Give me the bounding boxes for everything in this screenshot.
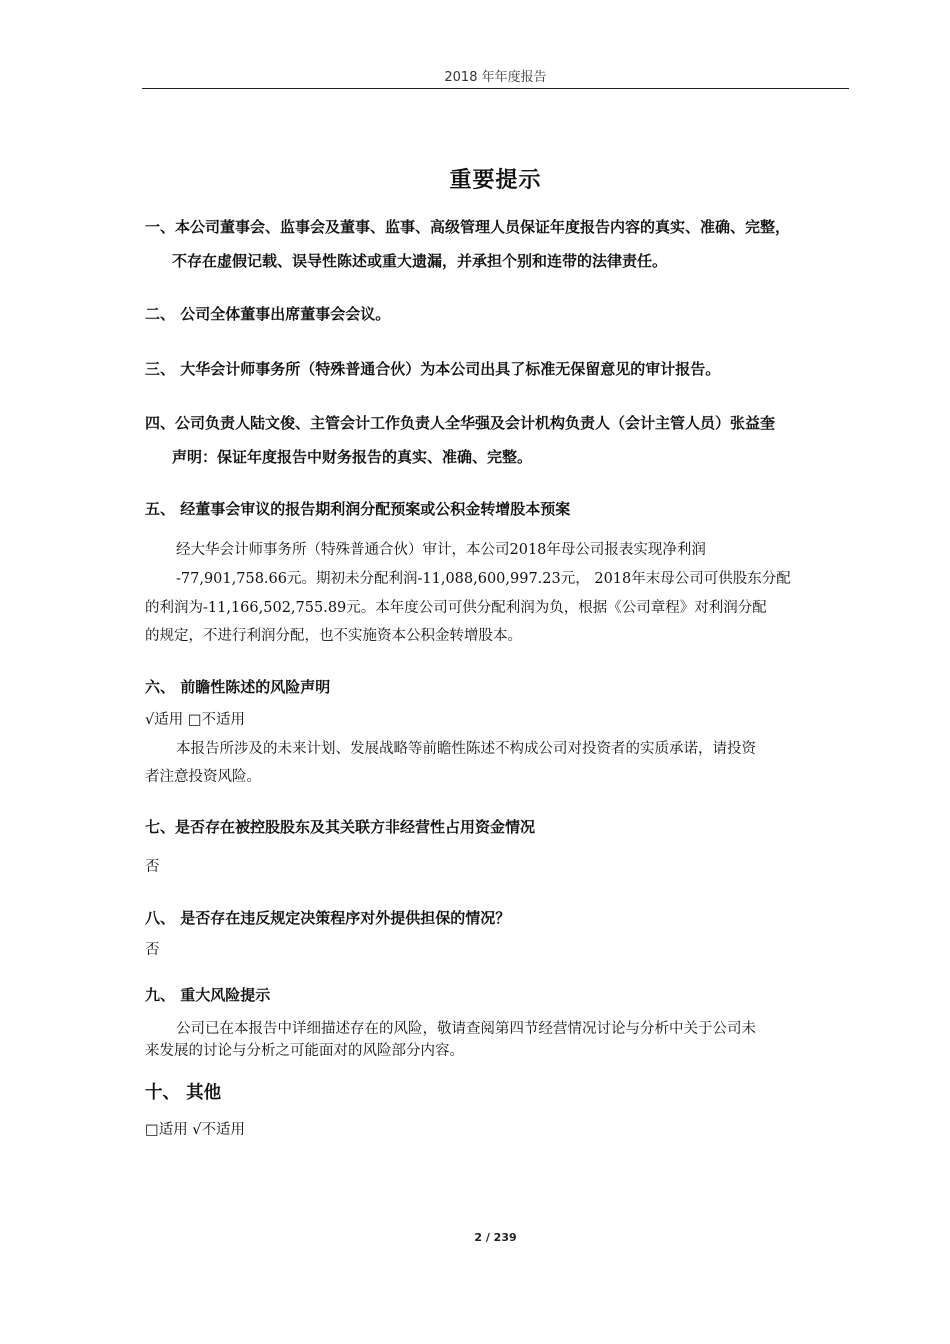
section-6-body-2: 者注意投资风险。 — [145, 769, 261, 785]
section-5-body-1: 经大华会计师事务所（特殊普通合伙）审计，本公司2018年母公司报表实现净利润 — [176, 542, 706, 558]
section-8-answer: 否 — [145, 942, 160, 958]
section-8-heading: 八、 是否存在违反规定决策程序对外提供担保的情况？ — [145, 909, 511, 927]
page-number: 2 / 239 — [474, 1231, 517, 1244]
section-3-line-1: 三、 大华会计师事务所（特殊普通合伙）为本公司出具了标准无保留意见的审计报告。 — [145, 360, 721, 378]
section-7-answer: 否 — [145, 859, 160, 875]
section-6-applicability: √适用 □不适用 — [145, 712, 246, 728]
section-1-line-2: 不存在虚假记载、误导性陈述或重大遗漏，并承担个别和连带的法律责任。 — [172, 252, 668, 270]
section-5-body-4: 的规定，不进行利润分配，也不实施资本公积金转增股本。 — [145, 628, 522, 644]
section-5-heading: 五、 经董事会审议的报告期利润分配预案或公积金转增股本预案 — [145, 500, 571, 518]
section-9-heading: 九、 重大风险提示 — [145, 986, 271, 1004]
section-5-body-2: -77,901,758.66元。期初未分配利润-11,088,600,997.23元， 2018年末母公司可供股东分配 — [176, 571, 791, 587]
section-1-line-1: 一、本公司董事会、监事会及董事、监事、高级管理人员保证年度报告内容的真实、准确、完整， — [145, 218, 791, 236]
header-rule — [142, 88, 849, 89]
section-4-line-1: 四、公司负责人陆文俊、主管会计工作负责人全华强及会计机构负责人（会计主管人员）张益奎 — [145, 414, 776, 432]
section-6-body-1: 本报告所涉及的未来计划、发展战略等前瞻性陈述不构成公司对投资者的实质承诺，请投资 — [176, 741, 756, 757]
section-4-line-2: 声明：保证年度报告中财务报告的真实、准确、完整。 — [172, 448, 533, 466]
running-header: 2018 年年度报告 — [444, 70, 547, 85]
page-title: 重要提示 — [449, 168, 542, 193]
section-10-heading: 十、 其他 — [145, 1083, 222, 1103]
section-5-body-3: 的利润为-11,166,502,755.89元。本年度公司可供分配利润为负，根据《公司章程》对利润分配 — [145, 600, 767, 616]
section-7-heading: 七、是否存在被控股股东及其关联方非经营性占用资金情况 — [145, 818, 536, 836]
section-10-applicability: □适用 √不适用 — [145, 1122, 246, 1138]
section-9-body-2: 来发展的讨论与分析之可能面对的风险部分内容。 — [145, 1043, 464, 1059]
section-9-body-1: 公司已在本报告中详细描述存在的风险，敬请查阅第四节经营情况讨论与分析中关于公司未 — [176, 1021, 756, 1037]
section-6-heading: 六、 前瞻性陈述的风险声明 — [145, 678, 331, 696]
section-2-line-1: 二、 公司全体董事出席董事会会议。 — [145, 305, 391, 323]
